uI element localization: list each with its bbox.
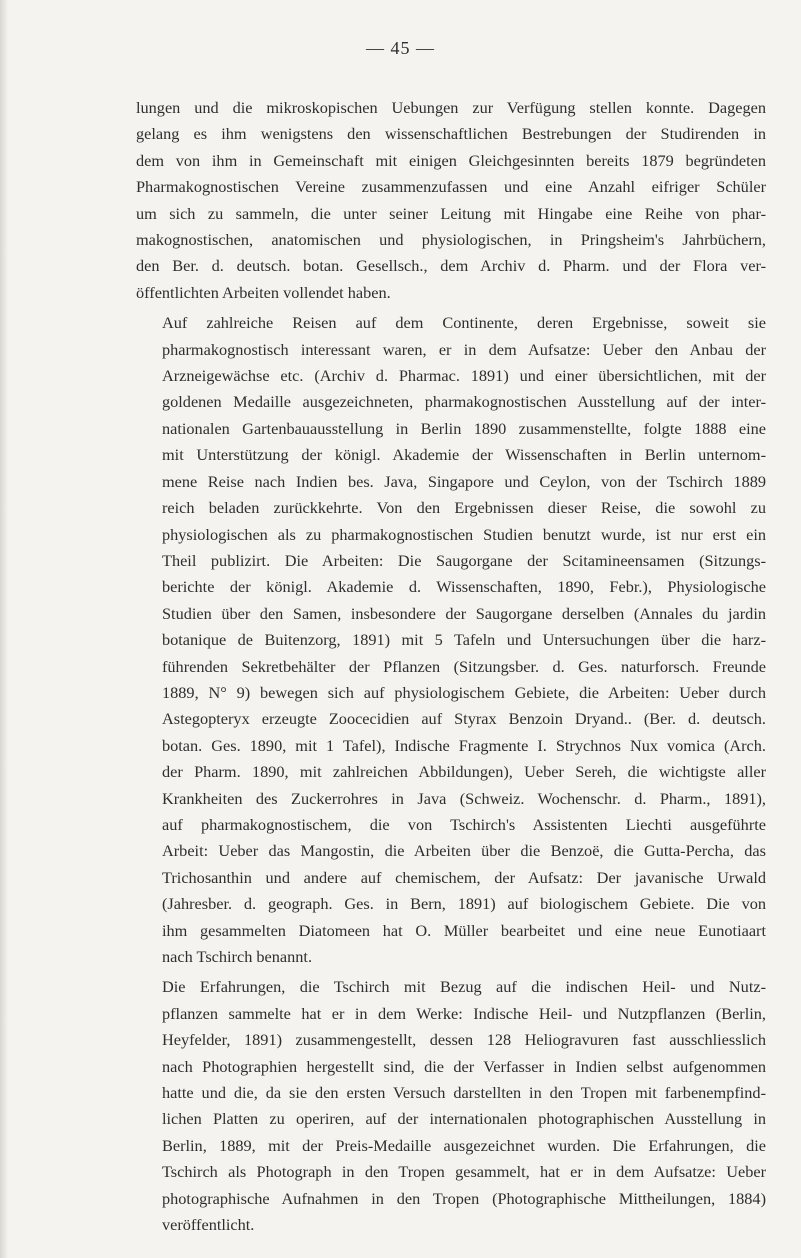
text-line: goldenen Medaille ausgezeichneten, pharmakognostischen Ausstellung auf der inter- [162, 392, 766, 412]
text-line: ihm gesammelten Diatomeen hat O. Müller bearbeitet und eine neue Eunotiaart [162, 920, 766, 940]
text-line: photographische Aufnahmen in den Tropen (Photographische Mittheilungen, 1884) [162, 1188, 766, 1208]
text-line: (Jahresber. d. geograph. Ges. in Bern, 1891) auf biologischem Gebiete. Die von [162, 894, 766, 914]
text-line: auf pharmakognostischem, die von Tschirch's Assistenten Liechti ausgeführte [162, 814, 766, 834]
text-line: Studien über den Samen, insbesondere der Saugorgane derselben (Annales du jardin [162, 603, 766, 623]
text-body [136, 95, 766, 1238]
text-line: 1889, N° 9) bewegen sich auf physiologischem Gebiete, die Arbeiten: Ueber durch [162, 682, 766, 702]
text-line: Tschirch als Photograph in den Tropen gesammelt, hat er in dem Aufsatze: Ueber [162, 1162, 766, 1182]
text-line: reich beladen zurückkehrte. Von den Ergebnissen dieser Reise, die sowohl zu [162, 498, 766, 518]
text-line: Arzneigewächse etc. (Archiv d. Pharmac. 1891) und einer übersichtlichen, mit der [162, 366, 766, 386]
text-line: Astegopteryx erzeugte Zoocecidien auf Styrax Benzoin Dryand.. (Ber. d. deutsch. [162, 709, 766, 729]
page-edge [0, 0, 8, 1258]
text-line: botanique de Buitenzorg, 1891) mit 5 Tafeln und Untersuchungen über die harz- [162, 630, 766, 650]
text-line: Theil publizirt. Die Arbeiten: Die Saugorgane der Scitamineensamen (Sitzungs- [162, 550, 766, 570]
text-line: Auf zahlreiche Reisen auf dem Continente, deren Ergebnisse, soweit sie [162, 313, 766, 333]
text-line: berichte der königl. Akademie d. Wissenschaften, 1890, Febr.), Physiologische [162, 577, 766, 597]
text-line: den Ber. d. deutsch. botan. Gesellsch., dem Archiv d. Pharm. und der Flora ver- [136, 256, 766, 276]
text-line: lungen und die mikroskopischen Uebungen zur Verfügung stellen konnte. Dagegen [136, 98, 766, 117]
text-line: öffentlichten Arbeiten vollendet haben. [136, 282, 391, 302]
text-line: veröffentlicht. [162, 1215, 255, 1235]
paragraph [136, 974, 766, 1238]
text-line: nach Photographien hergestellt sind, die der Verfasser in Indien selbst aufgenommen [162, 1056, 766, 1076]
text-line: mit Unterstützung der königl. Akademie der Wissenschaften in Berlin unternom- [162, 445, 766, 465]
page-number: — 45 — [366, 38, 435, 58]
text-line: hatte und die, da sie den ersten Versuch darstellten in den Tropen mit farbenempfind- [162, 1083, 766, 1103]
text-line: pharmakognostisch interessant waren, er in dem Aufsatze: Ueber den Anbau der [162, 339, 766, 359]
text-line: makognostischen, anatomischen und physiologischen, in Pringsheim's Jahrbüchern, [136, 230, 766, 250]
text-line: gelang es ihm wenigstens den wissenschaftlichen Bestrebungen der Studirenden in [136, 124, 766, 144]
text-line: Arbeit: Ueber das Mangostin, die Arbeiten über die Benzoë, die Gutta-Percha, das [162, 841, 766, 861]
text-line: Krankheiten des Zuckerrohres in Java (Schweiz. Wochenschr. d. Pharm., 1891), [162, 788, 766, 808]
text-line: Die Erfahrungen, die Tschirch mit Bezug auf die indischen Heil- und Nutz- [162, 977, 766, 997]
text-line: nationalen Gartenbauausstellung in Berlin 1890 zusammenstellte, folgte 1888 eine [162, 418, 766, 438]
text-line: pflanzen sammelte hat er in dem Werke: Indische Heil- und Nutzpflanzen (Berlin, [162, 1003, 766, 1023]
text-line: dem von ihm in Gemeinschaft mit einigen Gleichgesinnten bereits 1879 begründeten [136, 150, 766, 170]
paragraph [136, 310, 766, 970]
text-line: um sich zu sammeln, die unter seiner Leitung mit Hingabe eine Reihe von phar- [136, 203, 766, 223]
text-line: Berlin, 1889, mit der Preis-Medaille ausgezeichnet wurden. Die Erfahrungen, die [162, 1135, 766, 1155]
text-line: mene Reise nach Indien bes. Java, Singapore und Ceylon, von der Tschirch 1889 [162, 471, 766, 491]
text-line: lichen Platten zu operiren, auf der internationalen photographischen Ausstellung in [162, 1109, 766, 1129]
text-line: nach Tschirch benannt. [162, 947, 313, 966]
text-line: Pharmakognostischen Vereine zusammenzufassen und eine Anzahl eifriger Schüler [136, 177, 766, 197]
text-line: Heyfelder, 1891) zusammengestellt, dessen 128 Heliogravuren fast ausschliesslich [162, 1030, 766, 1050]
text-line: botan. Ges. 1890, mit 1 Tafel), Indische Fragmente I. Strychnos Nux vomica (Arch. [162, 735, 766, 755]
paragraph [136, 95, 766, 306]
text-line: physiologischen als zu pharmakognostischen Studien benutzt wurde, ist nur erst ein [162, 524, 766, 544]
text-line: der Pharm. 1890, mit zahlreichen Abbildungen), Ueber Sereh, die wichtigste aller [162, 762, 766, 782]
text-line: führenden Sekretbehälter der Pflanzen (Sitzungsber. d. Ges. naturforsch. Freunde [162, 656, 766, 676]
text-line: Trichosanthin und andere auf chemischem, der Aufsatz: Der javanische Urwald [162, 867, 766, 887]
